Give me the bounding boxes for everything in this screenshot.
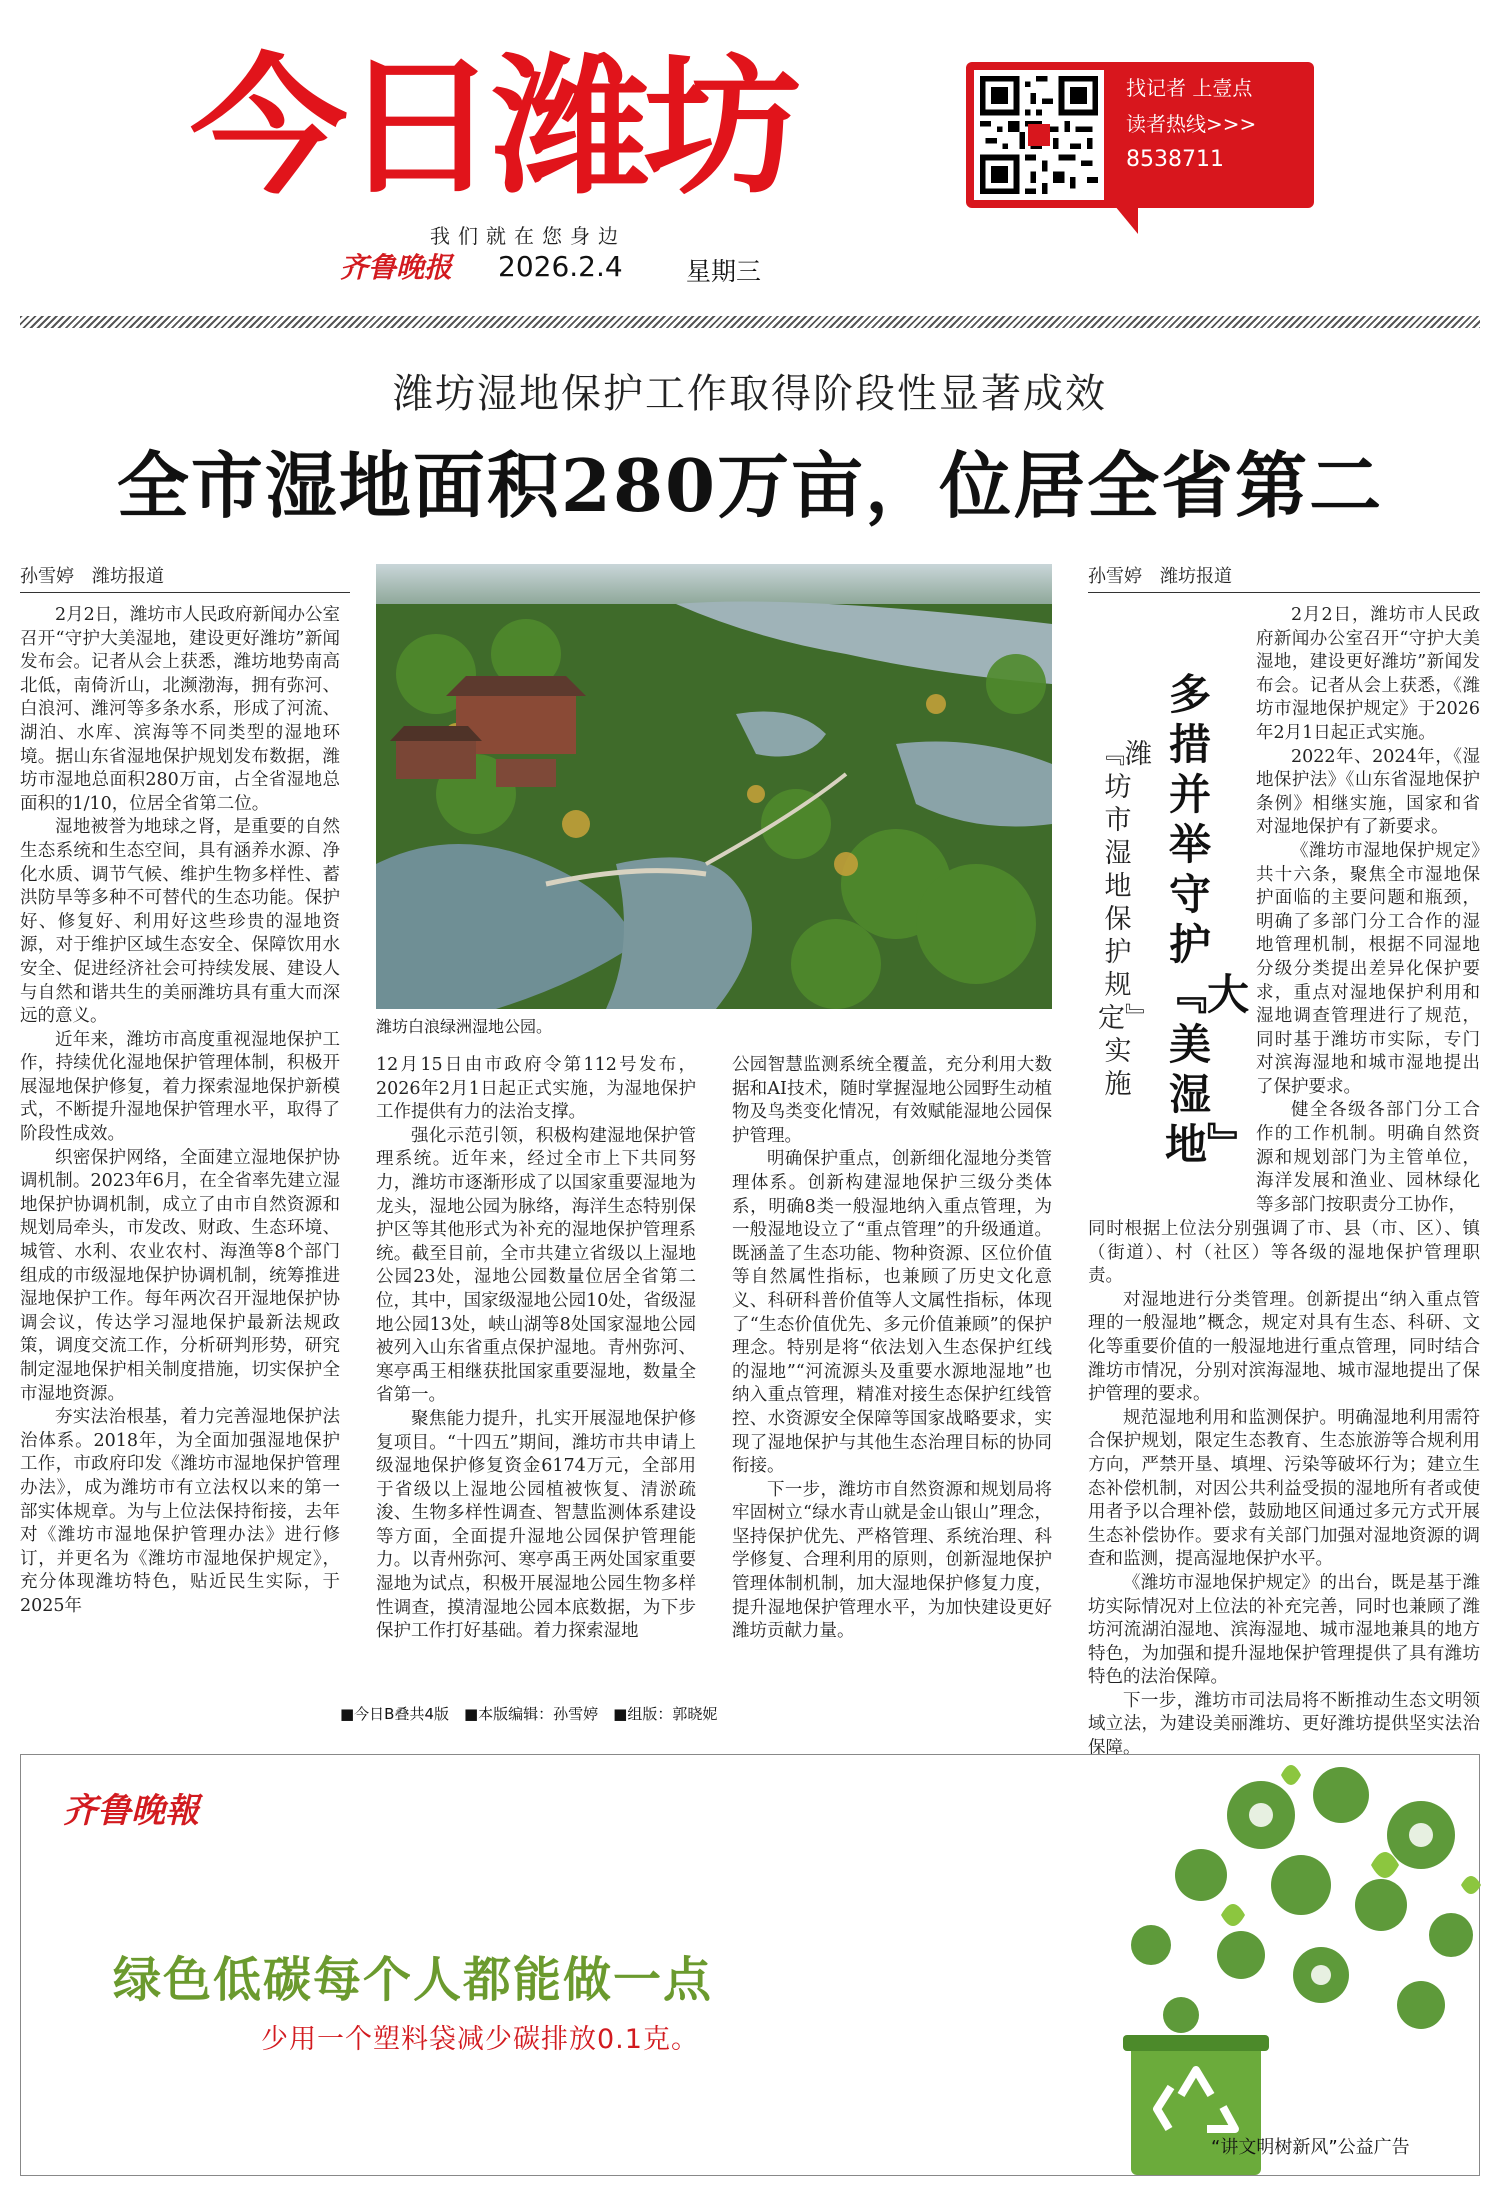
masthead: [0, 0, 1500, 320]
issue-weekday: 星期三: [686, 257, 762, 286]
paragraph: 《潍坊市湿地保护规定》的出台，既是基于潍坊实际情况对上位法的补充完善，同时也兼顾了潍坊河流湖泊湿地、滨海湿地、城市湿地兼具的地方特色，为加强和提升湿地保护管理提供了具有潍坊特色的法治保障。: [1088, 1572, 1480, 1688]
masthead-divider: [20, 316, 1480, 328]
article-byline: 孙雪婷 潍坊报道: [20, 562, 350, 593]
sidebar-column-top: [1256, 604, 1480, 1216]
article-kicker: 潍坊湿地保护工作取得阶段性显著成效: [393, 371, 1107, 417]
paragraph: 织密保护网络，全面建立湿地保护协调机制。2023年6月，在全省率先建立湿地保护协调机制，成立了由市自然资源和规划局牵头，市发改、财政、生态环境、城管、水利、农业农村、海渔等8个部门组成的市级湿地保护协调机制，统筹推进湿地保护工作。每年两次召开湿地保护协调会议，传达学习湿地保护最新法规政策，调度交流工作，分析研判形势，研究制定湿地保护相关制度措施，切实保护全市湿地资源。: [20, 1147, 340, 1404]
sidebar-byline: 孙雪婷 潍坊报道: [1088, 562, 1480, 593]
public-service-ad: [20, 1754, 1480, 2176]
sidebar-column-bottom: [1088, 1218, 1480, 1759]
hotline-number[interactable]: 8538711: [1126, 147, 1224, 172]
reader-hotline-box: [966, 62, 1314, 208]
sidebar-subheadline: ﹃潍坊市湿地保护规定﹄实施: [1098, 739, 1152, 1100]
photo-caption: 潍坊白浪绿洲湿地公园。: [376, 1017, 553, 1036]
paragraph: 2月2日，潍坊市人民政府新闻办公室召开“守护大美湿地，建设更好潍坊”新闻发布会。记者从会上获悉，《潍坊市湿地保护规定》于2026年2月1日起正式实施。: [1256, 605, 1480, 743]
paragraph: 公园智慧监测系统全覆盖，充分利用大数据和AI技术，随时掌握湿地公园野生动植物及鸟类变化情况，有效赋能湿地公园保护管理。: [732, 1055, 1052, 1146]
wetland-park-photo: [376, 564, 1052, 1009]
paragraph: 下一步，潍坊市自然资源和规划局将牢固树立“绿水青山就是金山银山”理念，坚持保护优先、严格管理、系统治理、科学修复、合理利用的原则，创新湿地保护管理体制机制，加大湿地保护修复力度，提升湿地保护管理水平，为加快建设更好潍坊贡献力量。: [732, 1479, 1052, 1642]
speech-bubble-tail: [1110, 200, 1138, 234]
ad-brand: 齐鲁晚報: [63, 1791, 199, 1831]
article-column-3: [732, 1054, 1052, 1694]
paragraph: 《潍坊市湿地保护规定》共十六条，聚焦全市湿地保护面临的主要问题和瓶颈，明确了多部门分工合作的湿地管理机制，根据不同湿地分级分类提出差异化保护要求，重点对湿地保护利用和湿地调查管理进行了规范，同时基于潍坊市实际，专门对滨海湿地和城市湿地提出了保护要求。: [1256, 840, 1480, 1097]
paragraph: 对湿地进行分类管理。创新提出“纳入重点管理的一般湿地”概念，规定对具有生态、科研、文化等重要价值的一般湿地进行重点管理，同时结合潍坊市情况，分别对滨海湿地、城市湿地提出了保护管理的要求。: [1088, 1289, 1480, 1405]
paper-brand: 齐鲁晚报: [340, 251, 453, 284]
paragraph: 2022年、2024年，《湿地保护法》《山东省湿地保护条例》相继实施，国家和省对湿地保护有了新要求。: [1256, 746, 1480, 838]
masthead-slogan: 我们就在您身边: [430, 224, 626, 248]
paragraph: 近年来，潍坊市高度重视湿地保护工作，持续优化湿地保护管理体制，积极开展湿地保护修复，着力探索湿地保护新模式，不断提升湿地保护管理水平，取得了阶段性成效。: [20, 1029, 340, 1145]
hotline-text: [1126, 70, 1256, 178]
hotline-line-1: 找记者 上壹点: [1126, 76, 1253, 100]
paragraph: 同时根据上位法分别强调了市、县（市、区）、镇（街道）、村（社区）等各级的湿地保护管理职责。: [1088, 1219, 1480, 1287]
paragraph: 强化示范引领，积极构建湿地保护管理系统。近年来，经过全市上下共同努力，潍坊市逐渐形成了以国家重要湿地为龙头，湿地公园为脉络，海洋生态特别保护区等其他形式为补充的湿地保护管理系统。截至目前，全市共建立省级以上湿地公园23处，湿地公园数量位居全省第二位，其中，国家级湿地公园10处，省级湿地公园13处，峡山湖等8处国家湿地公园被列入山东省重点保护湿地。青州弥河、寒亭禹王相继获批国家重要湿地，数量全省第一。: [376, 1125, 696, 1406]
hotline-line-2: 读者热线>>>: [1126, 112, 1257, 136]
paragraph: 规范湿地利用和监测保护。明确湿地利用需符合保护规划，限定生态教育、生态旅游等合规利用方向，严禁开垦、填埋、污染等破坏行为；建立生态补偿机制，对因公共利益受损的湿地所有者或使用者予以合理补偿，鼓励地区间通过多元方式开展生态补偿协作。要求有关部门加强对湿地资源的调查和监测，提高湿地保护水平。: [1088, 1407, 1480, 1570]
eco-illustration: [901, 1755, 1481, 2175]
paragraph: 下一步，潍坊市司法局将不断推动生态文明领域立法，为建设美丽潍坊、更好潍坊提供坚实法治保障。: [1088, 1690, 1480, 1759]
article-headline: 全市湿地面积280万亩，位居全省第二: [116, 443, 1384, 528]
paragraph: 聚焦能力提升，扎实开展湿地保护修复项目。“十四五”期间，潍坊市共申请上级湿地保护修复资金6174万元，全部用于省级以上湿地公园植被恢复、清淤疏浚、生物多样性调查、智慧监测体系建设等方面，全面提升湿地公园保护管理能力。以青州弥河、寒亭禹王两处国家重要湿地为试点，积极开展湿地公园生物多样性调查，摸清湿地公园本底数据，为下步保护工作打好基础。着力探索湿地: [376, 1408, 696, 1642]
newspaper-logo: 今日潍坊: [190, 41, 795, 215]
paragraph: 健全各级各部门分工合作的工作机制。明确自然资源和规划部门为主管单位，海洋发展和渔业、园林绿化等多部门按职责分工协作，: [1256, 1100, 1480, 1215]
page-credits: ■今日B叠共4版 ■本版编辑：孙雪婷 ■组版：郭晓妮: [340, 1705, 718, 1723]
sidebar-headline: 多措并举守护﹃大美湿地﹄: [1165, 670, 1250, 1169]
paragraph: 夯实法治根基，着力完善湿地保护法治体系。2018年，为全面加强湿地保护工作，市政府印发《潍坊市湿地保护管理办法》，成为潍坊市有立法权以来的第一部实体规章。为与上位法保持衔接，去年对《潍坊市湿地保护管理办法》进行修订，并更名为《潍坊市湿地保护规定》，充分体现潍坊特色，贴近民生实际，于2025年: [20, 1407, 340, 1616]
paragraph: 湿地被誉为地球之肾，是重要的自然生态系统和生态空间，具有涵养水源、净化水质、调节气候、维护生物多样性、蓄洪防旱等多种不可替代的生态功能。保护好、修复好、利用好这些珍贵的湿地资源，对于维护区域生态安全、保障饮用水安全、促进经济社会可持续发展、建设人与自然和谐共生的美丽潍坊具有重大而深远的意义。: [20, 817, 340, 1027]
article-column-1: [20, 604, 340, 1696]
ad-subtitle: 少用一个塑料袋减少碳排放0.1克。: [261, 2024, 699, 2055]
qr-code-icon[interactable]: [974, 70, 1104, 200]
ad-slogan: 绿色低碳每个人都能做一点: [113, 1952, 714, 2008]
paragraph: 2月2日，潍坊市人民政府新闻办公室召开“守护大美湿地，建设更好潍坊”新闻发布会。记者从会上获悉，潍坊地势南高北低，南倚沂山，北濒渤海，拥有弥河、白浪河、潍河等多条水系，形成了河流、湖泊、水库、滨海等不同类型的湿地环境。据山东省湿地保护规划发布数据，潍坊市湿地总面积280万亩，占全省湿地总面积的1/10，位居全省第二位。: [20, 605, 340, 814]
issue-date: 2026.2.4: [498, 250, 623, 283]
ad-footer: “讲文明树新风”公益广告: [1211, 2137, 1410, 2158]
article-column-2: [376, 1054, 696, 1694]
paragraph: 明确保护重点，创新细化湿地分类管理体系。创新构建湿地保护三级分类体系，明确8类一般湿地纳入重点管理，为一般湿地设立了“重点管理”的升级通道。既涵盖了生态功能、物种资源、区位价值等自然属性指标，也兼顾了历史文化意义、科研科普价值等人文属性指标，体现了“生态价值优先、多元价值兼顾”的保护理念。特别是将“依法划入生态保护红线的湿地”“河流源头及重要水源地湿地”也纳入重点管理，精准对接生态保护红线管控、水资源安全保障等国家战略要求，实现了湿地保护与其他生态治理目标的协同衔接。: [732, 1149, 1052, 1477]
paragraph: 12月15日由市政府令第112号发布，2026年2月1日起正式实施，为湿地保护工作提供有力的法治支撑。: [376, 1055, 696, 1123]
